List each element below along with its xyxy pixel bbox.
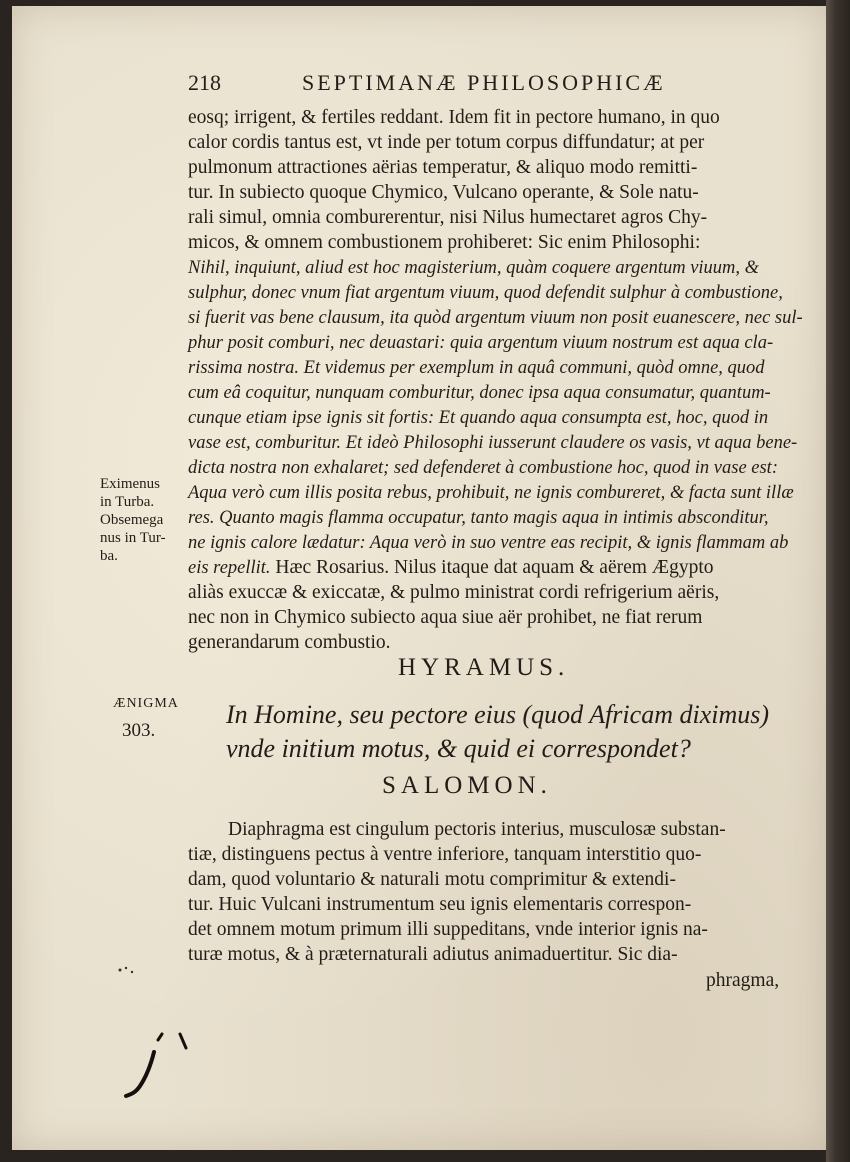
- running-title: SEPTIMANÆ PHILOSOPHICÆ: [302, 70, 666, 95]
- roman-fragment: Hæc Rosarius. Nilus itaque dat aquam & aërem Ægypto: [275, 557, 714, 578]
- text-line: turæ motus, & à præternaturali adiutus animaduertitur. Sic dia-: [188, 944, 678, 965]
- italic-text-line: res. Quanto magis flamma occupatur, tanto magis aqua in intimis absconditur,: [188, 508, 769, 528]
- text-line: calor cordis tantus est, vt inde per totum corpus diffundatur; at per: [188, 132, 705, 153]
- italic-text-line: cunque etiam ipse ignis sit fortis: Et quando aqua consumpta est, hoc, quod in: [188, 408, 769, 428]
- catchword: phragma,: [706, 970, 780, 991]
- italic-text-line: Aqua verò cum illis posita rebus, prohibuit, ne ignis combureret, & facta sunt illæ: [188, 483, 794, 503]
- aenigma-number: 303.: [122, 720, 156, 741]
- margin-note-line: Obsemega: [100, 512, 164, 528]
- italic-fragment: eis repellit.: [188, 558, 271, 578]
- italic-text-line: Nihil, inquiunt, aliud est hoc magisterium, quàm coquere argentum viuum, &: [188, 258, 760, 278]
- italic-text-line: phur posit comburi, nec deuastari: quia argentum viuum nostrum est aqua cla-: [188, 333, 774, 353]
- ink-dots-mark: [114, 960, 144, 980]
- italic-text-line: dicta nostra non exhalaret; sed defenderet à combustione hoc, quod in vase est:: [188, 458, 778, 478]
- text-line: rali simul, omnia comburerentur, nisi Nilus humectaret agros Chy-: [188, 207, 708, 228]
- speaker-heading: HYRAMUS.: [398, 654, 570, 681]
- text-line: generandarum combustio.: [188, 632, 391, 653]
- italic-text-line: si fuerit vas bene clausum, ita quòd argentum viuum non posit euanescere, nec sul-: [188, 308, 803, 328]
- text-line: pulmonum attractiones aërias temperatur, & aliquo modo remitti-: [188, 157, 698, 178]
- question-line: vnde initium motus, & quid ei correspondet?: [226, 734, 691, 763]
- margin-note-line: Eximenus: [100, 476, 160, 492]
- aenigma-label: ÆNIGMA: [113, 696, 179, 711]
- text-line: tur. In subiecto quoque Chymico, Vulcano operante, & Sole natu-: [188, 182, 699, 203]
- margin-note-line: nus in Tur-: [100, 530, 166, 546]
- mixed-text-line: [188, 556, 714, 580]
- text-line: tur. Huic Vulcani instrumentum seu ignis elementaris correspon-: [188, 894, 692, 915]
- text-line: tiæ, distinguens pectus à ventre inferiore, tanquam interstitio quo-: [188, 844, 702, 865]
- text-line: dam, quod voluntario & naturali motu comprimitur & extendi-: [188, 869, 676, 890]
- question-line: In Homine, seu pectore eius (quod Africam diximus): [226, 700, 770, 729]
- italic-text-line: rissima nostra. Et videmus per exemplum in aquâ communi, quòd omne, quod: [188, 358, 765, 378]
- ink-stroke-mark: [108, 1030, 198, 1110]
- text-line: Diaphragma est cingulum pectoris interius, musculosæ substan-: [228, 819, 726, 840]
- margin-note-line: in Turba.: [100, 494, 155, 510]
- page-number: 218: [188, 70, 221, 95]
- text-line: nec non in Chymico subiecto aqua siue aër prohibet, ne fiat rerum: [188, 607, 703, 628]
- text-line: eosq; irrigent, & fertiles reddant. Idem fit in pectore humano, in quo: [188, 107, 720, 128]
- book-edge: [826, 0, 850, 1162]
- italic-text-line: vase est, comburitur. Et ideò Philosophi iusserunt claudere os vasis, vt aqua bene-: [188, 433, 798, 453]
- speaker-heading: SALOMON.: [382, 772, 552, 799]
- text-line: det omnem motum primum illi suppeditans, vnde interior ignis na-: [188, 919, 708, 940]
- italic-text-line: sulphur, donec vnum fiat argentum viuum, quod defendit sulphur à combustione,: [188, 283, 783, 303]
- italic-text-line: ne ignis calore lædatur: Aqua verò in suo ventre eas recipit, & ignis flammam ab: [188, 533, 789, 553]
- italic-text-line: cum eâ coquitur, nunquam comburitur, donec ipsa aqua consumatur, quantum-: [188, 383, 771, 403]
- margin-note-line: ba.: [100, 548, 118, 564]
- text-line: micos, & omnem combustionem prohiberet: Sic enim Philosophi:: [188, 232, 701, 253]
- text-line: aliàs exuccæ & exiccatæ, & pulmo ministrat cordi refrigerium aëris,: [188, 582, 720, 603]
